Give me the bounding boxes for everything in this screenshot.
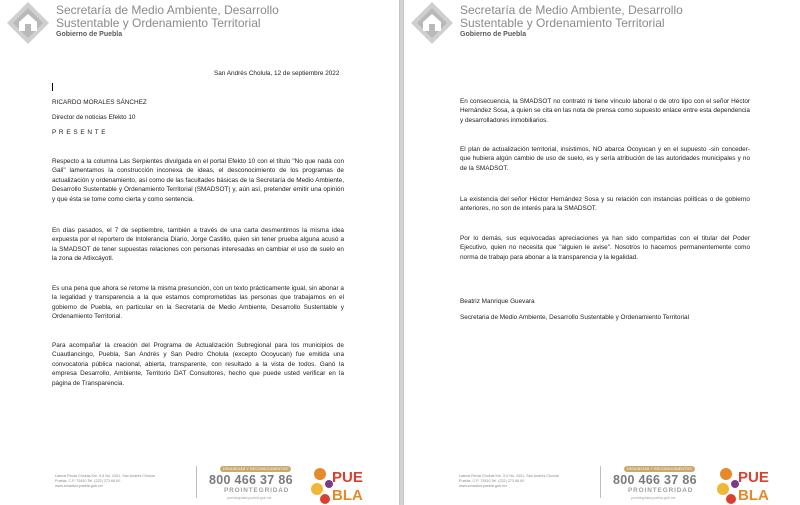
agency-title: Secretaría de Medio Ambiente, Desarrollo Sustentable y Ordenamiento Territorial	[56, 3, 279, 30]
government-emblem-icon	[409, 0, 455, 46]
agency-subtitle: Gobierno de Puebla	[56, 31, 123, 38]
text-cursor	[52, 83, 53, 91]
hotline-brand: PROINTEGRIDAD	[628, 487, 694, 494]
paragraph: En días pasados, el 7 de septiembre, también a través de una carta desmentimos la misma idea expuesta por el reportero de Intolerancia Diario, Jorge Castillo, quien sin tener prueba alguna acusó a la SMADSOT de tener supuestas relaciones con personas interesadas en cambiar el uso de suelo en la zona de Atlixcáyotl.	[52, 227, 344, 263]
svg-text:PUE: PUE	[332, 469, 363, 486]
paragraph: Es una pena que ahora se retome la misma presunción, con un texto prácticamente igual, sin abonar a la legalidad y transparencia a la que estamos comprometidas las personas que trabajamos en el gobierno de Puebla, en particular en la Secretaría de Medio Ambiente, Desarrollo Sustentable y Ordenamiento Territorial.	[52, 285, 344, 321]
paragraph: El plan de actualización territorial, insistimos, NO abarca Ocoyucan y en el supuesto -sin conceder- que hubiera algún cambio de uso de suelo, es y sería atribución de las autoridades municipales y no de la SMADSOT.	[460, 146, 750, 172]
svg-text:BLA: BLA	[738, 487, 769, 504]
puebla-logo-icon	[310, 465, 380, 505]
hotline-number: 800 466 37 86	[209, 473, 293, 487]
paragraph: En consecuencia, la SMADSOT no contrató ni tiene vínculo laboral o de otro tipo con el señor Héctor Hernández Sosa, a quien se cita en las nota de prensa como supuesto enlace entre esta dependencia y desarrolladores inmobiliarios.	[460, 98, 750, 124]
agency-subtitle: Gobierno de Puebla	[460, 31, 527, 38]
svg-text:PUE: PUE	[738, 469, 769, 486]
hotline-url: prointegridad.puebla.gob.mx	[227, 496, 272, 500]
document-page-1	[0, 0, 399, 505]
paragraph: La existencia del señor Héctor Hernández Sosa y su relación con instancias políticas o de gobierno anteriores, no son de interés para la SMADSOT.	[460, 196, 750, 213]
hotline-brand: PROINTEGRIDAD	[224, 487, 290, 494]
paragraph: Para acompañar la creación del Programa de Actualización Subregional para los municipios de Cuautlancingo, Puebla, San Andrés y San Pedro Cholula (excepto Ocoyucan) fue emitida una convocatoria pública nacional, abierta, transparente, con resultado a la vista de todos. Ganó la empresa Desarrollo, Ambiente, Territorio DAT Consultores, hecho que puede usted verificar en la página de Transparencia.	[52, 342, 344, 387]
hotline-number: 800 466 37 86	[613, 473, 697, 487]
puebla-logo-icon	[716, 465, 786, 505]
signer-name: Beatriz Manrique Guevara	[460, 298, 535, 305]
footer-address: Lateral Recta Cholula Km. 5.5 No. 2401, San Andrés Cholula Puebla, C.P. 72810 Tel. (222) 273 68 00 www.smadsot.puebla.gob.mx	[55, 474, 155, 488]
footer-address: Lateral Recta Cholula Km. 5.5 No. 2401, San Andrés Cholula Puebla, C.P. 72810 Tel. (222) 273 68 00 www.smadsot.puebla.gob.mx	[459, 474, 559, 488]
hotline-label: DENUNCIAS Y RECONOCIMIENTOS	[624, 466, 695, 472]
footer-divider	[196, 466, 197, 498]
paragraph: Por lo demás, sus equivocadas apreciaciones ya han sido compartidas con el titular del Poder Ejecutivo, quien no necesita que "alguien le avise". Nosotros lo hacemos permanentemente como norma de trabajo para abonar a la transparencia y la legalidad.	[460, 235, 750, 261]
paragraph: Respecto a la columna Las Serpientes divulgada en el portal Efekto 10 con el título "No que nada con Gali" lamentamos la construcción inconexa de ideas, el desconocimiento de los programas de actualización y ordenamiento, así como de las facultades básicas de la Secretaría de Medio Ambiente, Desarrollo Sustentable y Ordenamiento Territorial (SMADSOT) y, aún así, pretender emitir una opinión y que ésta se tome como cierta y como sentencia.	[52, 158, 344, 203]
letter-date: San Andrés Cholula, 12 de septiembre 2022	[214, 70, 340, 77]
government-emblem-icon	[5, 0, 51, 46]
document-page-2	[404, 0, 800, 505]
hotline-url: prointegridad.puebla.gob.mx	[631, 496, 676, 500]
footer-divider	[600, 466, 601, 498]
recipient-name: RICARDO MORALES SÁNCHEZ	[52, 99, 147, 106]
greeting: P R E S E N T E	[52, 129, 107, 136]
hotline-label: DENUNCIAS Y RECONOCIMIENTOS	[220, 466, 291, 472]
agency-title: Secretaría de Medio Ambiente, Desarrollo Sustentable y Ordenamiento Territorial	[460, 3, 683, 30]
svg-text:BLA: BLA	[332, 487, 363, 504]
signer-title: Secretaria de Medio Ambiente, Desarrollo Sustentable y Ordenamiento Territorial	[460, 314, 689, 321]
recipient-title: Director de noticias Efekto 10	[52, 114, 136, 121]
